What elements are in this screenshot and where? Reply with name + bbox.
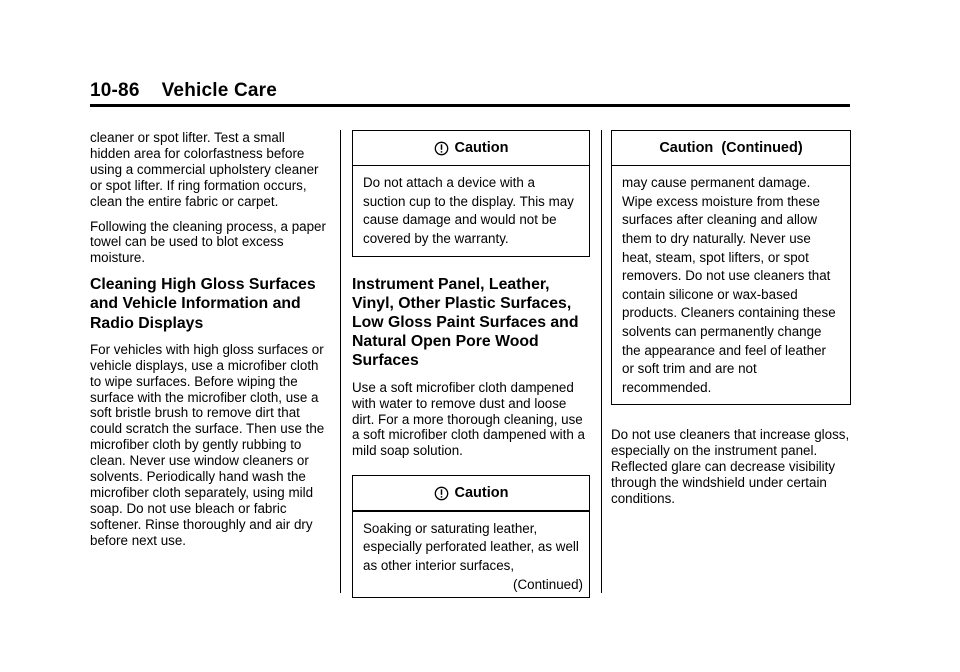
caution-title [353,131,589,165]
paragraph-blot-moisture: Following the cleaning process, a paper towel can be used to blot excess moisture. [90,218,326,266]
section-title: Vehicle Care [161,80,278,101]
paragraph-spot-lifter: cleaner or spot lifter. Test a small hidden area for colorfastness before using a commercial upholstery cleaner or spot lifter. If ring formation occurs, clean the entire fabric or carpet. [90,130,319,209]
caution-label: Caution [454,485,509,502]
column-2 [352,130,590,598]
heading-high-gloss: Cleaning High Gloss Surfaces and Vehicle Information and Radio Displays [90,276,316,332]
caution-body: Soaking or saturating leather, especially perforated leather, as well as other interior surfaces, [363,520,579,573]
caution-body: may cause permanent damage. Wipe excess moisture from these surfaces after cleaning and allow them to dry naturally. Never use heat, steam, spot lifters, or spot removers. Do not use cleaners that contain silicone or wax-based products. Cleaners containing these solvents can permanently change the appearance and feel of leather or soft trim and are not recommended. [622,175,836,395]
caution-body: Do not attach a device with a suction cup to the display. This may cause damage and would not be covered by the warranty. [363,175,574,247]
warning-icon [434,486,449,501]
column-1 [90,130,328,558]
column-divider-2 [601,130,602,593]
caution-box-display [352,130,590,257]
caution-box-leather [352,475,590,598]
caution-label: Caution [454,140,509,156]
caution-title [353,476,589,510]
caution-label: Caution (Continued) [659,140,803,156]
column-divider-1 [340,130,341,593]
warning-icon [434,141,449,156]
caution-box-continued [611,130,851,405]
paragraph-high-gloss: For vehicles with high gloss surfaces or vehicle displays, use a microfiber cloth to wipe surfaces. Before wiping the surface with the microfiber cloth, use a soft bristle brush to remove dirt that could scratch the surface. Then use the microfiber cloth by gently rubbing to clean. Never use window cleaners or solvents. Periodically hand wash the microfiber cloth separately, using mild soap. Do not use bleach or fabric softener. Rinse thoroughly and air dry before next use. [90,341,325,548]
caution-title [612,131,850,165]
column-3 [611,130,851,516]
heading-instrument-panel: Instrument Panel, Leather, Vinyl, Other Plastic Surfaces, Low Gloss Paint Surfaces and Natural Open Pore Wood Surfaces [352,275,579,370]
paragraph-microfiber: Use a soft microfiber cloth dampened with water to remove dust and loose dirt. For a more thorough cleaning, use a soft microfiber cloth dampened with a mild soap solution. [352,379,585,459]
page-header [90,80,850,102]
page-number: 10-86 [90,80,140,101]
continued-label: (Continued) [513,577,583,593]
paragraph-gloss-glare: Do not use cleaners that increase gloss, especially on the instrument panel. Reflected glare can decrease visibility through the windshield under certain conditions. [611,427,850,507]
header-text [90,80,850,102]
header-rule [90,104,850,107]
